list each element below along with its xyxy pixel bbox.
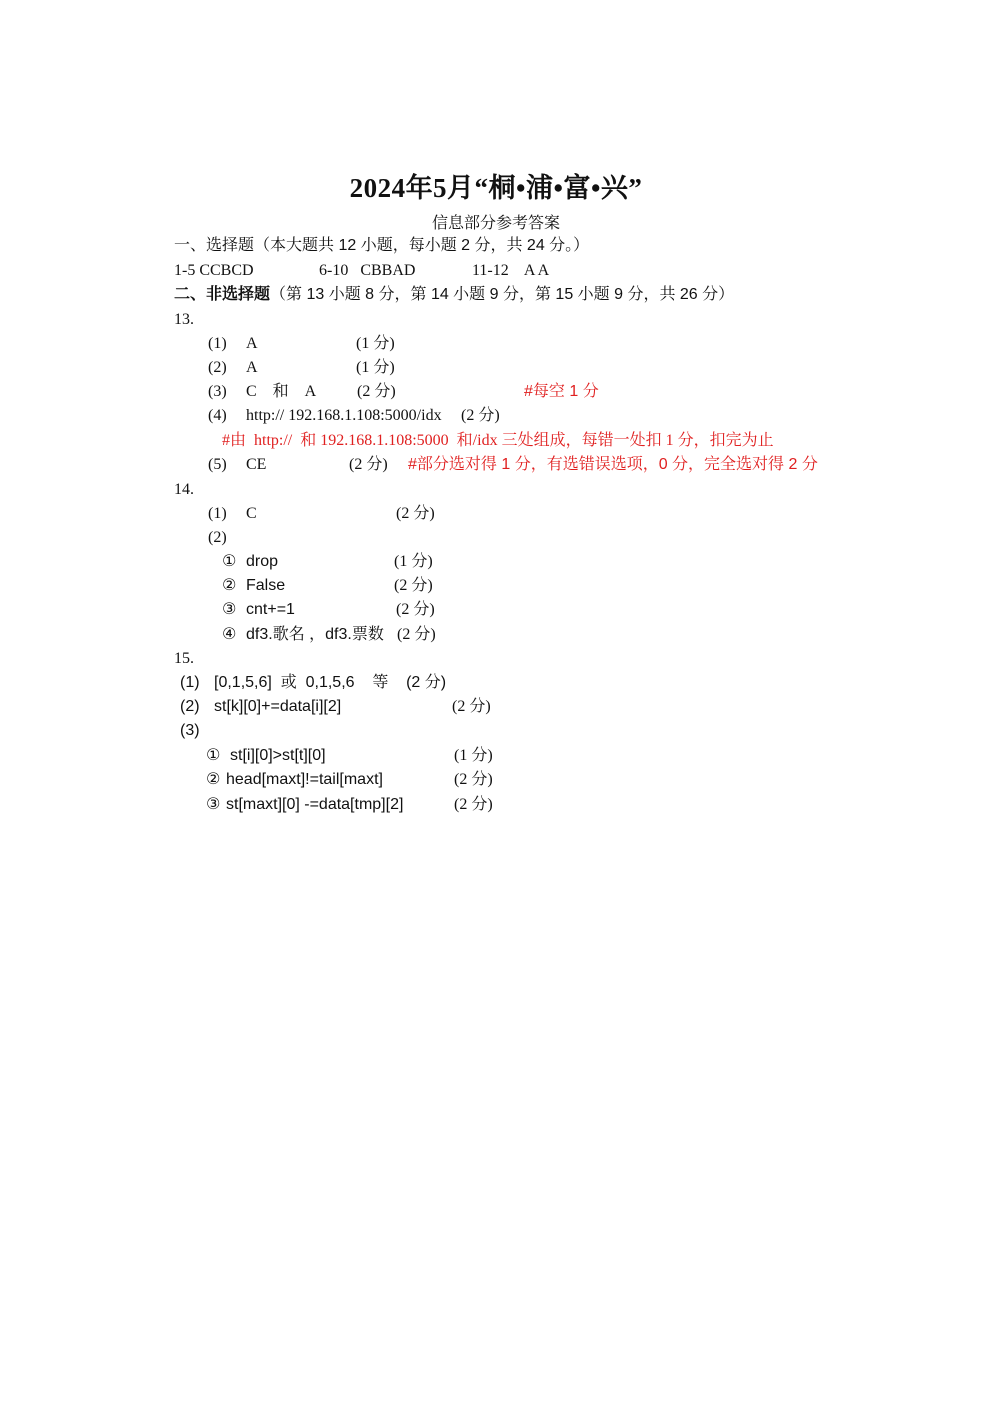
q14-blank-3-mark: ③ [222, 601, 237, 618]
q14-item-1-answer: C [246, 505, 257, 522]
mc-answers-1-5: 1-5 CCBCD [174, 262, 254, 279]
q15-number: 15. [174, 650, 194, 667]
q15-blank-3-score: (2 分) [454, 796, 493, 813]
q14-item-1-label: (1) [208, 505, 227, 522]
q13-item-5-note: #部分选对得 1 分，有选错误选项，0 分，完全选对得 2 分 [408, 456, 818, 473]
q13-item-1-score: (1 分) [356, 335, 395, 352]
q15-blank-1-answer: st[i][0]>st[t][0] [230, 747, 326, 764]
q13-item-4-answer: http:// 192.168.1.108:5000/idx [246, 407, 442, 424]
q13-item-5-label: (5) [208, 456, 227, 473]
q13-item-1-label: (1) [208, 335, 227, 352]
q14-blank-2-answer: False [246, 577, 286, 594]
q13-item-1-answer: A [246, 335, 258, 352]
q15-blank-2-mark: ② [206, 771, 221, 788]
q13-item-3-score: (2 分) [357, 383, 396, 400]
q15-blank-1-score: (1 分) [454, 747, 493, 764]
q13-item-3-note: #每空 1 分 [524, 383, 599, 400]
q15-item-1-answer: [0,1,5,6] 或 0,1,5,6 等 (2 分) [214, 674, 447, 691]
page-title: 2024年5月“桐•浦•富•兴” [349, 173, 643, 203]
q15-item-2-answer: st[k][0]+=data[i][2] [214, 698, 342, 715]
q14-blank-4-score: (2 分) [397, 626, 436, 643]
q14-number: 14. [174, 481, 194, 498]
q13-item-2-score: (1 分) [356, 359, 395, 376]
q15-blank-3-answer: st[maxt][0] -=data[tmp][2] [226, 796, 404, 813]
q14-blank-2-mark: ② [222, 577, 237, 594]
mc-answers-11-12: 11-12 A A [472, 262, 550, 279]
section1-heading: 一、选择题（本大题共 12 小题，每小题 2 分，共 24 分。） [174, 237, 590, 254]
q13-item-3-label: (3) [208, 383, 227, 400]
q15-item-2-label: (2) [180, 698, 200, 715]
q14-blank-1-answer: drop [246, 553, 279, 570]
q14-blank-4-answer: df3.歌名 ，df3.票数 [246, 626, 384, 643]
q13-item-2-answer: A [246, 359, 258, 376]
q13-item-5-score: (2 分) [349, 456, 388, 473]
section2-heading-rest: （第 13 小题 8 分，第 14 小题 9 分，第 15 小题 9 分，共 26 分） [270, 286, 735, 303]
mc-answers-6-10: 6-10 CBBAD [319, 262, 416, 279]
q13-item-4-note: #由 http:// 和 192.168.1.108:5000 和/idx 三处组成，每错一处扣 1 分，扣完为止 [222, 432, 774, 449]
q14-item-2-label: (2) [208, 529, 227, 546]
section2-heading-bold: 二、非选择题 [174, 286, 271, 303]
q15-blank-2-answer: head[maxt]!=tail[maxt] [226, 771, 383, 788]
q14-blank-1-mark: ① [222, 553, 237, 570]
q15-item-1-label: (1) [180, 674, 200, 691]
page-subtitle: 信息部分参考答案 [431, 215, 560, 232]
q14-blank-4-mark: ④ [222, 626, 237, 643]
q14-item-1-score: (2 分) [396, 505, 435, 522]
q13-item-5-answer: CE [246, 456, 267, 473]
q14-blank-3-score: (2 分) [396, 601, 435, 618]
q13-item-4-score: (2 分) [461, 407, 500, 424]
q13-number: 13. [174, 311, 194, 328]
q15-blank-1-mark: ① [206, 747, 221, 764]
q14-blank-2-score: (2 分) [394, 577, 433, 594]
q15-item-2-score: (2 分) [452, 698, 491, 715]
section2-heading [174, 285, 734, 305]
q15-blank-3-mark: ③ [206, 796, 221, 813]
q14-blank-3-answer: cnt+=1 [246, 601, 295, 618]
q14-blank-1-score: (1 分) [394, 553, 433, 570]
q13-item-2-label: (2) [208, 359, 227, 376]
q15-item-3-label: (3) [180, 722, 200, 739]
q13-item-4-label: (4) [208, 407, 227, 424]
q15-blank-2-score: (2 分) [454, 771, 493, 788]
q13-item-3-answer: C 和 A [246, 383, 317, 400]
